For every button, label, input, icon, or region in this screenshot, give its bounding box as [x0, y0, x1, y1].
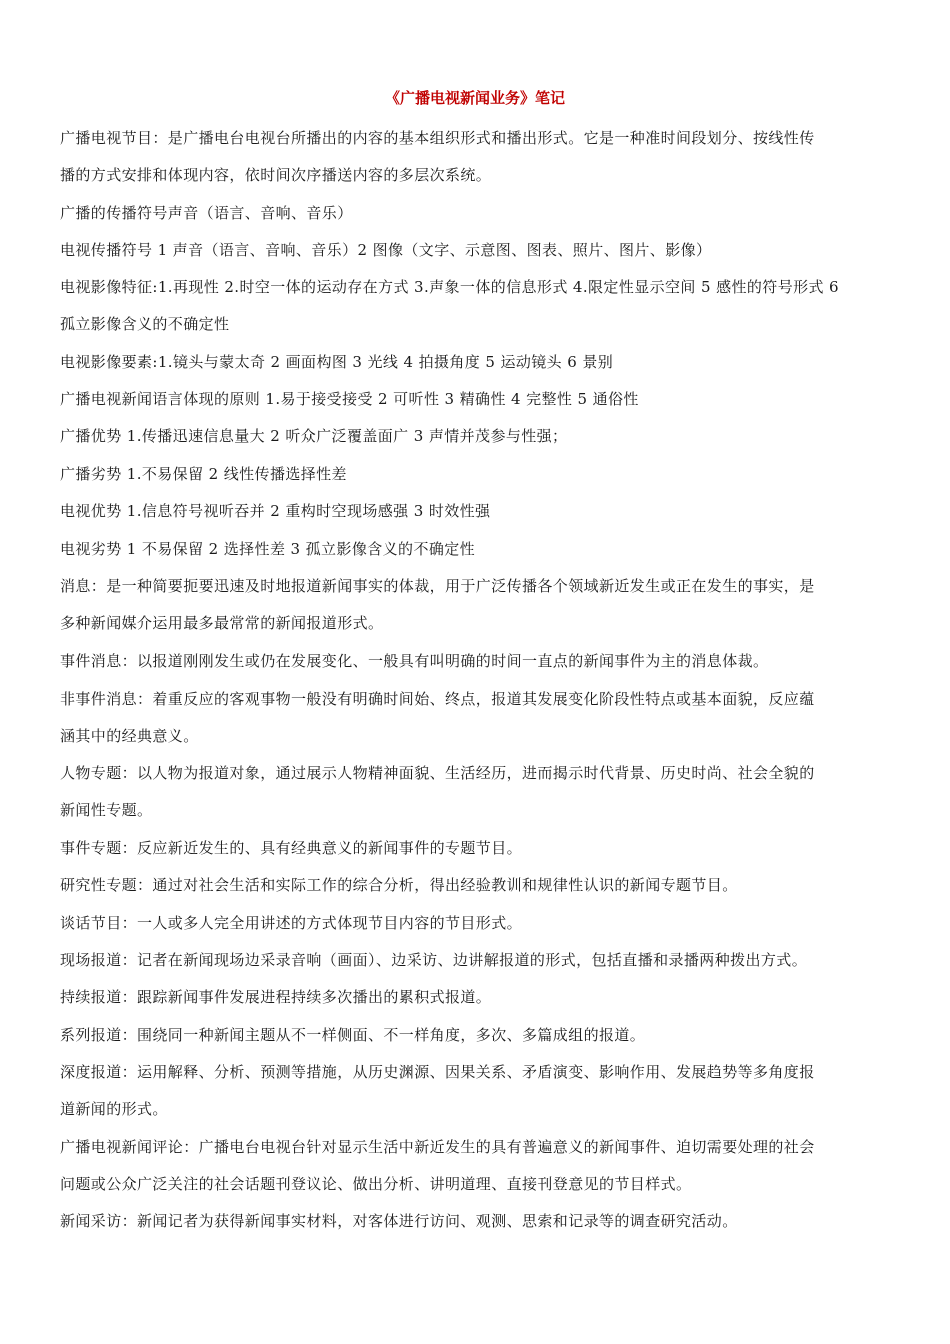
paragraph	[60, 344, 900, 381]
paragraph	[60, 269, 900, 343]
paragraph	[60, 942, 900, 979]
paragraph-line: 持续报道：跟踪新闻事件发展进程持续多次播出的累积式报道。	[60, 988, 492, 1006]
paragraph-line: 电视优势 1.信息符号视听吞并 2 重构时空现场感强 3 时效性强	[60, 502, 491, 520]
paragraph	[60, 381, 900, 418]
paragraph	[60, 905, 900, 942]
paragraph-line: 谈话节目：一人或多人完全用讲述的方式体现节目内容的节目形式。	[60, 914, 523, 932]
paragraph	[60, 418, 900, 455]
paragraph-line: 事件专题：反应新近发生的、具有经典意义的新闻事件的专题节目。	[60, 839, 523, 857]
paragraph	[60, 1203, 900, 1240]
paragraph-line: 人物专题：以人物为报道对象，通过展示人物精神面貌、生活经历，进而揭示时代背景、历史时尚、社会全貌的	[60, 764, 815, 782]
paragraph	[60, 1054, 900, 1128]
paragraph-line: 深度报道：运用解释、分析、预测等措施，从历史渊源、因果关系、矛盾演变、影响作用、发展趋势等多角度报	[60, 1063, 815, 1081]
paragraph	[60, 232, 900, 269]
paragraph-line: 新闻采访：新闻记者为获得新闻事实材料，对客体进行访问、观测、思索和记录等的调查研究活动。	[60, 1212, 738, 1230]
paragraph	[60, 979, 900, 1016]
paragraph	[60, 867, 900, 904]
paragraph-line: 系列报道：围绕同一种新闻主题从不一样侧面、不一样角度，多次、多篇成组的报道。	[60, 1026, 646, 1044]
paragraph	[60, 1129, 900, 1203]
paragraph-line: 广播电视新闻语言体现的原则 1.易于接受接受 2 可听性 3 精确性 4 完整性 5 通俗性	[60, 390, 639, 408]
paragraph	[60, 755, 900, 829]
paragraph	[60, 681, 900, 755]
paragraph-line: 现场报道：记者在新闻现场边采录音响（画面）、边采访、边讲解报道的形式，包括直播和录播两种拨出方式。	[60, 951, 808, 969]
paragraph-line: 事件消息：以报道刚刚发生或仍在发展变化、一般具有叫明确的时间一直点的新闻事件为主的消息体裁。	[60, 652, 769, 670]
paragraph	[60, 531, 900, 568]
paragraph-line: 广播劣势 1.不易保留 2 线性传播选择性差	[60, 465, 347, 483]
paragraph-line: 电视影像要素:1.镜头与蒙太奇 2 画面构图 3 光线 4 拍摄角度 5 运动镜头 6 景别	[60, 353, 614, 371]
paragraph	[60, 568, 900, 642]
paragraph	[60, 195, 900, 232]
paragraph-line: 多种新闻媒介运用最多最常常的新闻报道形式。	[60, 614, 384, 632]
paragraph-line: 新闻性专题。	[60, 801, 153, 819]
paragraph	[60, 493, 900, 530]
paragraph-line: 电视劣势 1 不易保留 2 选择性差 3 孤立影像含义的不确定性	[60, 540, 476, 558]
paragraph	[60, 456, 900, 493]
paragraph-line: 广播电视节目：是广播电台电视台所播出的内容的基本组织形式和播出形式。它是一种准时间段划分、按线性传	[60, 129, 815, 147]
paragraph-line: 广播优势 1.传播迅速信息量大 2 听众广泛覆盖面广 3 声情并茂参与性强；	[60, 427, 568, 445]
paragraph	[60, 120, 900, 194]
paragraph-line: 广播电视新闻评论：广播电台电视台针对显示生活中新近发生的具有普遍意义的新闻事件、迫切需要处理的社会	[60, 1138, 815, 1156]
paragraph-line: 涵其中的经典意义。	[60, 727, 199, 745]
paragraph-line: 研究性专题：通过对社会生活和实际工作的综合分析，得出经验教训和规律性认识的新闻专题节目。	[60, 876, 738, 894]
paragraph-line: 孤立影像含义的不确定性	[60, 315, 230, 333]
paragraph-line: 广播的传播符号声音（语言、音响、音乐）	[60, 204, 353, 222]
paragraph-line: 非事件消息：着重反应的客观事物一般没有明确时间始、终点，报道其发展变化阶段性特点或基本面貌，反应蕴	[60, 690, 815, 708]
paragraph	[60, 643, 900, 680]
document-title: 《广播电视新闻业务》笔记	[384, 89, 565, 107]
paragraph	[60, 1017, 900, 1054]
paragraph-line: 电视传播符号 1 声音（语言、音响、音乐）2 图像（文字、示意图、图表、照片、图片、影像）	[60, 241, 712, 259]
paragraph-line: 道新闻的形式。	[60, 1100, 168, 1118]
paragraph-line: 电视影像特征:1.再现性 2.时空一体的运动存在方式 3.声象一体的信息形式 4.限定性显示空间 5 感性的符号形式 6	[60, 278, 839, 296]
paragraph-line: 消息：是一种简要扼要迅速及时地报道新闻事实的体裁，用于广泛传播各个领域新近发生或正在发生的事实，是	[60, 577, 815, 595]
paragraph	[60, 830, 900, 867]
paragraph-line: 问题或公众广泛关注的社会话题刊登议论、做出分析、讲明道理、直接刊登意见的节目样式。	[60, 1175, 692, 1193]
paragraph-line: 播的方式安排和体现内容，依时间次序播送内容的多层次系统。	[60, 166, 492, 184]
